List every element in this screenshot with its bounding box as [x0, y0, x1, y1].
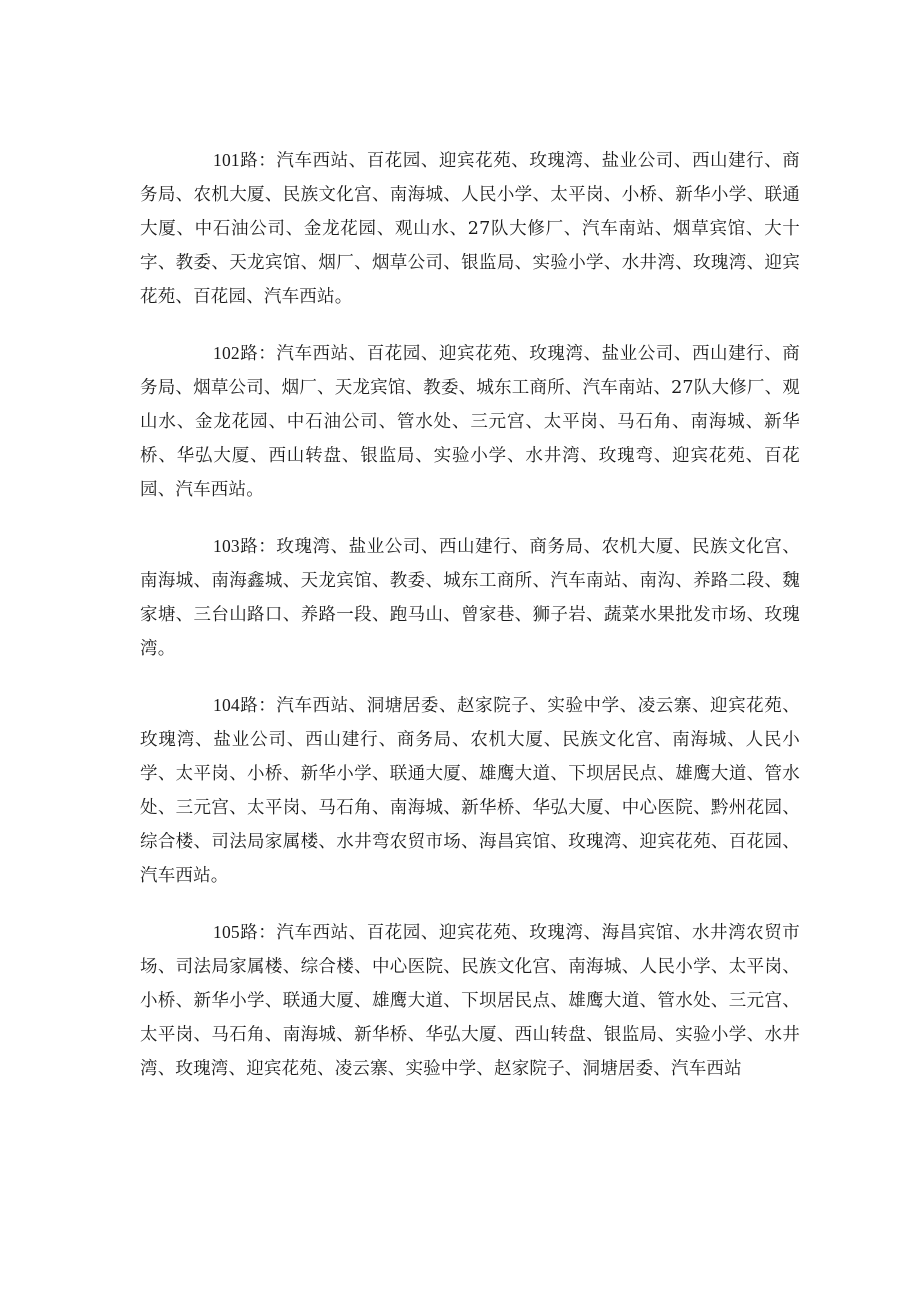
route-105-paragraph	[140, 915, 800, 1086]
route-103-paragraph	[140, 529, 800, 666]
route-label: 路：	[239, 537, 277, 557]
route-label: 路：	[239, 696, 277, 716]
route-number: 105	[213, 922, 240, 942]
route-stops: 汽车西站、百花园、迎宾花苑、玫瑰湾、盐业公司、西山建行、商务局、农机大厦、民族文化宫、南海城、人民小学、太平岗、小桥、新华小学、联通大厦、中石油公司、金龙花园、观山水、27队大修厂、汽车南站、烟草宾馆、大十字、教委、天龙宾馆、烟厂、烟草公司、银监局、实验小学、水井湾、玫瑰湾、迎宾花苑、百花园、汽车西站。	[140, 151, 800, 307]
route-label: 路：	[239, 923, 277, 943]
route-stops: 汽车西站、百花园、迎宾花苑、玫瑰湾、盐业公司、西山建行、商务局、烟草公司、烟厂、天龙宾馆、教委、城东工商所、汽车南站、27队大修厂、观山水、金龙花园、中石油公司、管水处、三元宫、太平岗、马石角、南海城、新华桥、华弘大厦、西山转盘、银监局、实验小学、水井湾、玫瑰弯、迎宾花苑、百花园、汽车西站。	[140, 344, 800, 500]
route-stops: 汽车西站、百花园、迎宾花苑、玫瑰湾、海昌宾馆、水井湾农贸市场、司法局家属楼、综合楼、中心医院、民族文化宫、南海城、人民小学、太平岗、小桥、新华小学、联通大厦、雄鹰大道、下坝居民点、雄鹰大道、管水处、三元宫、太平岗、马石角、南海城、新华桥、华弘大厦、西山转盘、银监局、实验小学、水井湾、玫瑰湾、迎宾花苑、凌云寨、实验中学、赵家院子、洞塘居委、汽车西站	[140, 923, 800, 1079]
route-number: 103	[213, 536, 240, 556]
route-104-paragraph	[140, 688, 800, 893]
route-102-paragraph	[140, 336, 800, 507]
route-number: 101	[213, 150, 240, 170]
route-label: 路：	[239, 344, 277, 364]
route-stops: 玫瑰湾、盐业公司、西山建行、商务局、农机大厦、民族文化宫、南海城、南海鑫城、天龙宾馆、教委、城东工商所、汽车南站、南沟、养路二段、魏家塘、三台山路口、养路一段、跑马山、曾家巷、狮子岩、蔬菜水果批发市场、玫瑰湾。	[140, 537, 800, 659]
route-number: 104	[213, 695, 240, 715]
route-101-paragraph	[140, 143, 800, 314]
route-label: 路：	[239, 151, 277, 171]
route-number: 102	[213, 343, 240, 363]
route-list	[140, 143, 800, 1108]
route-stops: 汽车西站、洞塘居委、赵家院子、实验中学、凌云寨、迎宾花苑、玫瑰湾、盐业公司、西山建行、商务局、农机大厦、民族文化宫、南海城、人民小学、太平岗、小桥、新华小学、联通大厦、雄鹰大道、下坝居民点、雄鹰大道、管水处、三元宫、太平岗、马石角、南海城、新华桥、华弘大厦、中心医院、黔州花园、综合楼、司法局家属楼、水井弯农贸市场、海昌宾馆、玫瑰湾、迎宾花苑、百花园、汽车西站。	[140, 696, 800, 886]
